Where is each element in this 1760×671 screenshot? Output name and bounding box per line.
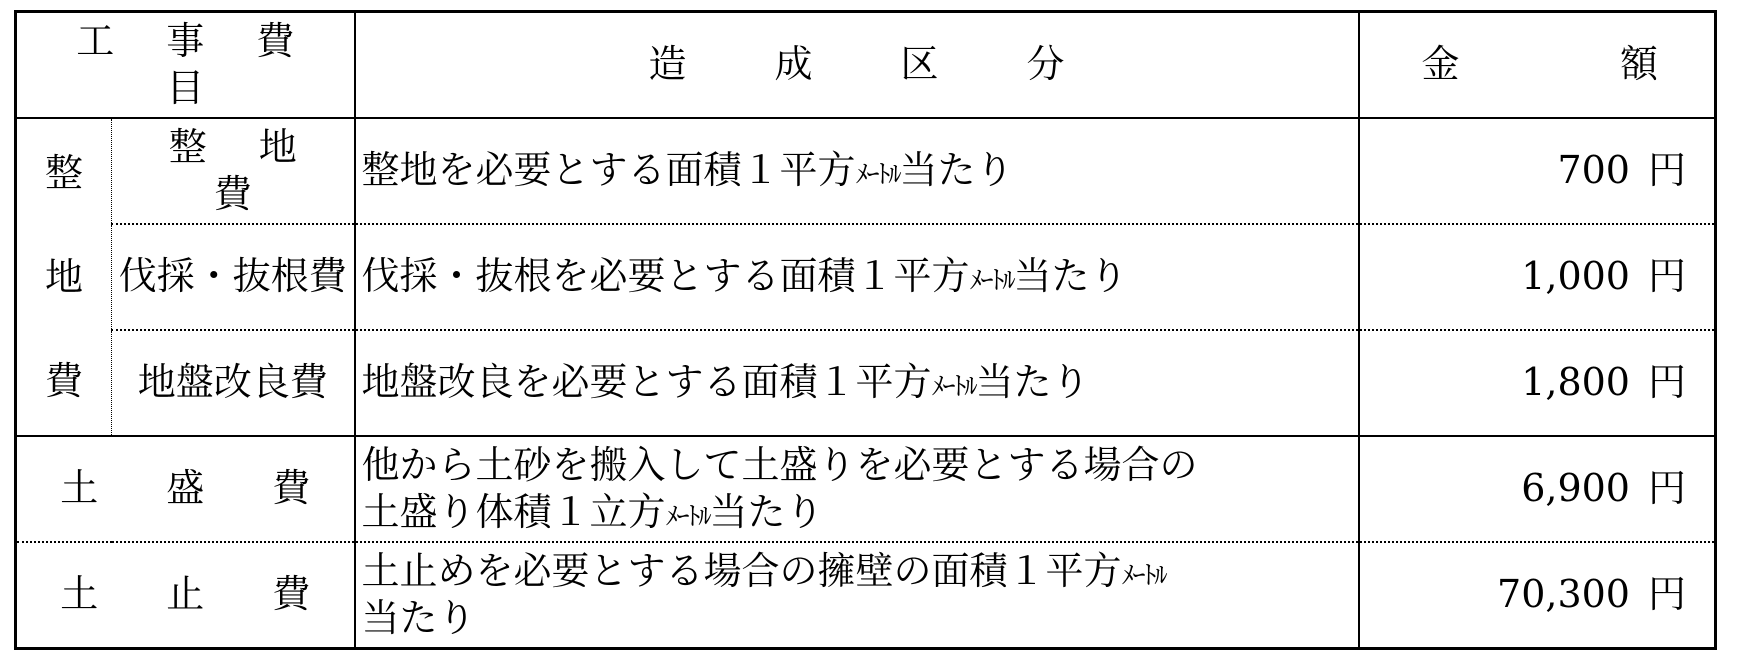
header-amount	[1359, 12, 1716, 119]
desc-line: 当たり	[361, 596, 476, 640]
header-amount-char: 金	[1421, 42, 1460, 87]
item-name-char: 土	[60, 572, 99, 617]
amount-unit: 円	[1647, 360, 1686, 405]
desc-text: 土止めを必要とする場合の擁壁の面積１平方	[361, 548, 1122, 593]
desc-unit: ﾒｰﾄﾙ	[969, 266, 1014, 297]
cost-table-sheet	[14, 10, 1714, 661]
amount-value: 700	[1557, 148, 1630, 193]
category-desc-cell	[355, 224, 1359, 330]
desc-text: 当たり	[1013, 254, 1128, 299]
group-label-char: 費	[44, 359, 83, 403]
amount-value: 1,000	[1521, 254, 1630, 299]
desc-unit: ﾒｰﾄﾙ	[665, 502, 710, 532]
item-name-char: 盛	[166, 466, 205, 511]
amount-unit: 円	[1647, 254, 1686, 299]
table-row	[16, 542, 1716, 649]
construction-cost-table	[14, 10, 1717, 650]
item-name-char: 地	[258, 124, 297, 169]
header-item	[16, 12, 355, 119]
category-desc-cell	[355, 542, 1359, 649]
item-name-char: 費	[272, 466, 311, 511]
item-name-char: 整	[168, 124, 207, 169]
desc-text: 整地を必要とする面積１平方	[361, 148, 856, 193]
desc-line: 他から土砂を搬入して土盛りを必要とする場合の	[361, 442, 1198, 487]
amount-unit: 円	[1647, 572, 1686, 617]
header-category-char: 成	[774, 42, 901, 87]
desc-text: 当たり	[709, 490, 824, 534]
amount-cell	[1359, 224, 1716, 330]
header-amount-char: 額	[1619, 42, 1658, 87]
group-label-seichi	[16, 118, 112, 436]
desc-text: 伐採・抜根を必要とする面積１平方	[361, 254, 970, 299]
category-desc-cell	[355, 330, 1359, 436]
header-item-char: 工	[76, 18, 115, 63]
group-label-char: 整	[44, 151, 83, 195]
desc-unit: ﾒｰﾄﾙ	[1121, 560, 1166, 591]
table-row	[16, 118, 1716, 224]
desc-text: 地盤改良を必要とする面積１平方	[361, 360, 932, 405]
amount-value: 6,900	[1521, 466, 1630, 511]
table-row	[16, 436, 1716, 542]
amount-cell	[1359, 118, 1716, 224]
header-category-char: 分	[1026, 42, 1153, 87]
header-category-char: 区	[900, 42, 1027, 87]
header-item-char: 目	[166, 66, 205, 110]
item-name-cell	[16, 436, 355, 542]
desc-unit: ﾒｰﾄﾙ	[855, 160, 900, 191]
header-item-char: 費	[256, 18, 295, 63]
desc-unit: ﾒｰﾄﾙ	[931, 372, 976, 403]
amount-value: 1,800	[1521, 360, 1630, 405]
item-name-cell	[16, 542, 355, 649]
item-name: 伐採・抜根費	[118, 254, 347, 299]
table-row	[16, 330, 1716, 436]
desc-text: 当たり	[975, 360, 1090, 405]
group-label-char: 地	[44, 255, 83, 299]
item-name-char: 止	[166, 572, 205, 617]
item-name-char: 土	[60, 466, 99, 511]
item-name: 地盤改良費	[137, 360, 328, 405]
header-item-char: 事	[166, 18, 205, 63]
amount-unit: 円	[1647, 466, 1686, 511]
desc-text: 当たり	[899, 148, 1014, 193]
item-name-char: 費	[272, 572, 311, 617]
header-category-char: 造	[648, 42, 775, 87]
amount-unit: 円	[1647, 148, 1686, 193]
item-name-cell	[112, 224, 355, 330]
header-category	[355, 12, 1359, 119]
amount-value: 70,300	[1497, 572, 1630, 617]
header-row	[16, 12, 1716, 119]
desc-text: 土盛り体積１立方	[361, 490, 666, 534]
amount-cell	[1359, 330, 1716, 436]
category-desc-cell	[355, 118, 1359, 224]
category-desc-cell	[355, 436, 1359, 542]
item-name-char: 費	[213, 172, 252, 216]
desc-line	[362, 548, 1358, 596]
amount-cell	[1359, 542, 1716, 649]
item-name-cell	[112, 330, 355, 436]
amount-cell	[1359, 436, 1716, 542]
item-name-cell	[112, 118, 355, 224]
desc-line	[362, 489, 1358, 537]
table-row	[16, 224, 1716, 330]
